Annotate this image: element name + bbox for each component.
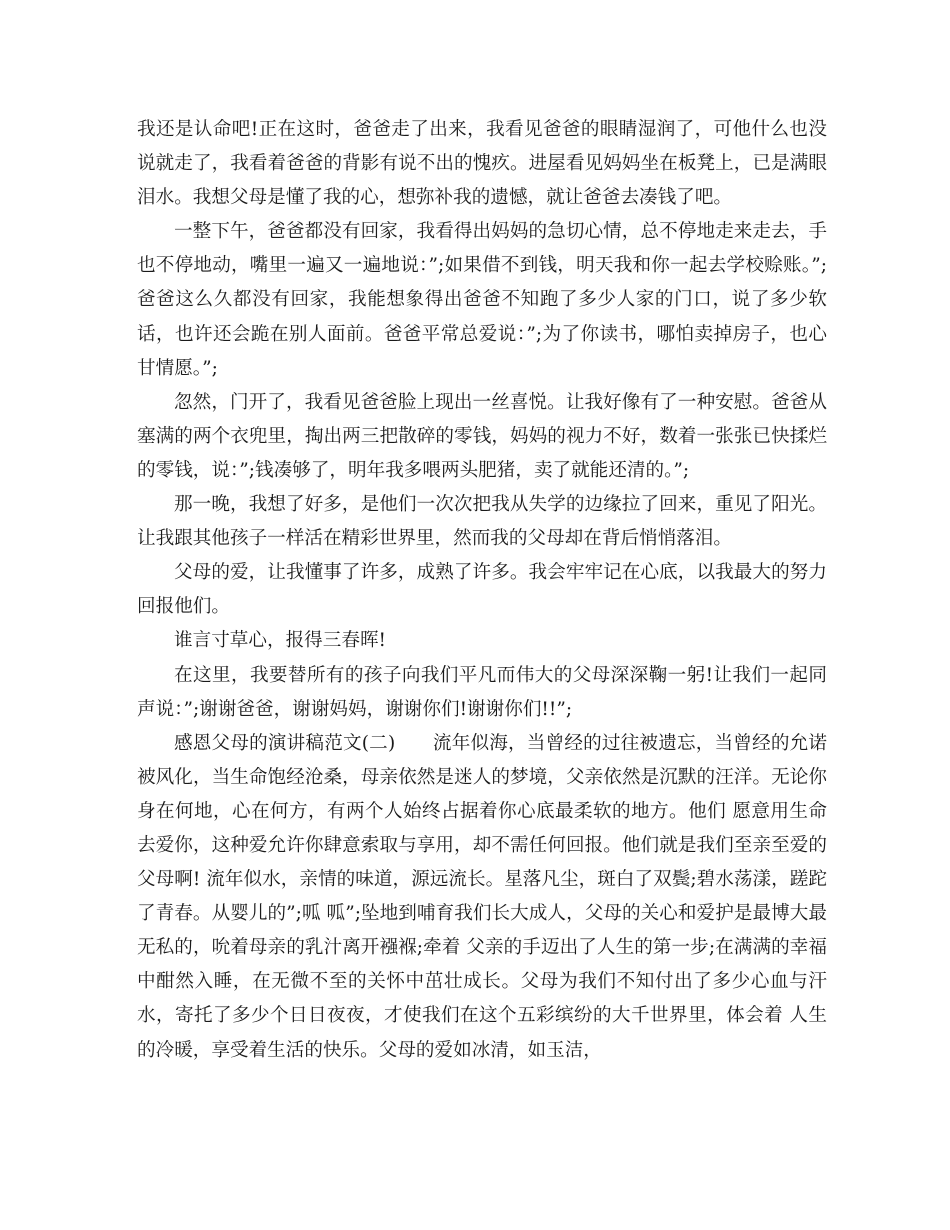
paragraph-8: 感恩父母的演讲稿范文(二) 流年似海，当曾经的过往被遗忘，当曾经的允诺被风化，当生命饱经沧桑，母亲依然是迷人的梦境，父亲依然是沉默的汪洋。无论你身在何地，心在何方，有两个人始终占据着你心底最柔软的地方。他们 愿意用生命去爱你，这种爱允许你肆意索取与享用，却不需任何回报。他们就是我们至亲至爱的父母啊! 流年似水，亲情的味道，源远流长。星落凡尘，斑白了双鬓;碧水荡漾，蹉跎了青春。从婴儿的”;呱 呱”;坠地到哺育我们长大成人，父母的关心和爱护是最博大最无私的，吮着母亲的乳汁离开襁褓;牵着 父亲的手迈出了人生的第一步;在满满的幸福中酣然入睡，在无微不至的关怀中茁壮成长。父母为我们不知付出了多少心血与汗水，寄托了多少个日日夜夜，才使我们在这个五彩缤纷的大千世界里，体会着 人生的冷暖，享受着生活的快乐。父母的爱如冰清，如玉洁， [137,732,827,1061]
paragraph-6: 谁言寸草心，报得三春晖! [174,630,387,652]
paragraph-3: 忽然，门开了，我看见爸爸脸上现出一丝喜悦。让我好像有了一种安慰。爸爸从塞满的两个衣兜里，掏出两三把散碎的零钱，妈妈的视力不好，数着一张张已快揉烂的零钱，说：”;钱凑够了，明年我多喂两头肥猪，卖了就能还清的。”; [137,391,827,481]
paragraph-5: 父母的爱，让我懂事了许多，成熟了许多。我会牢牢记在心底，以我最大的努力回报他们。 [137,562,827,618]
document-body [137,113,827,1068]
paragraph-4: 那一晚，我想了好多，是他们一次次把我从失学的边缘拉了回来，重见了阳光。让我跟其他孩子一样活在精彩世界里，然而我的父母却在背后悄悄落泪。 [137,494,827,550]
paragraph-1: 我还是认命吧!正在这时，爸爸走了出来，我看见爸爸的眼睛湿润了，可他什么也没说就走了，我看着爸爸的背影有说不出的愧疚。进屋看见妈妈坐在板凳上，已是满眼泪水。我想父母是懂了我的心，想弥补我的遗憾，就让爸爸去凑钱了吧。 [137,119,827,209]
paragraph-2: 一整下午，爸爸都没有回家，我看得出妈妈的急切心情，总不停地走来走去，手也不停地动，嘴里一遍又一遍地说：”;如果借不到钱，明天我和你一起去学校赊账。”;爸爸这么久都没有回家，我能想象得出爸爸不知跑了多少人家的门口，说了多少软话，也许还会跪在别人面前。爸爸平常总爱说：”;为了你读书，哪怕卖掉房子，也心甘情愿。”; [137,221,827,379]
paragraph-7: 在这里，我要替所有的孩子向我们平凡而伟大的父母深深鞠一躬!让我们一起同声说：”;谢谢爸爸，谢谢妈妈，谢谢你们!谢谢你们!!”; [137,664,827,720]
